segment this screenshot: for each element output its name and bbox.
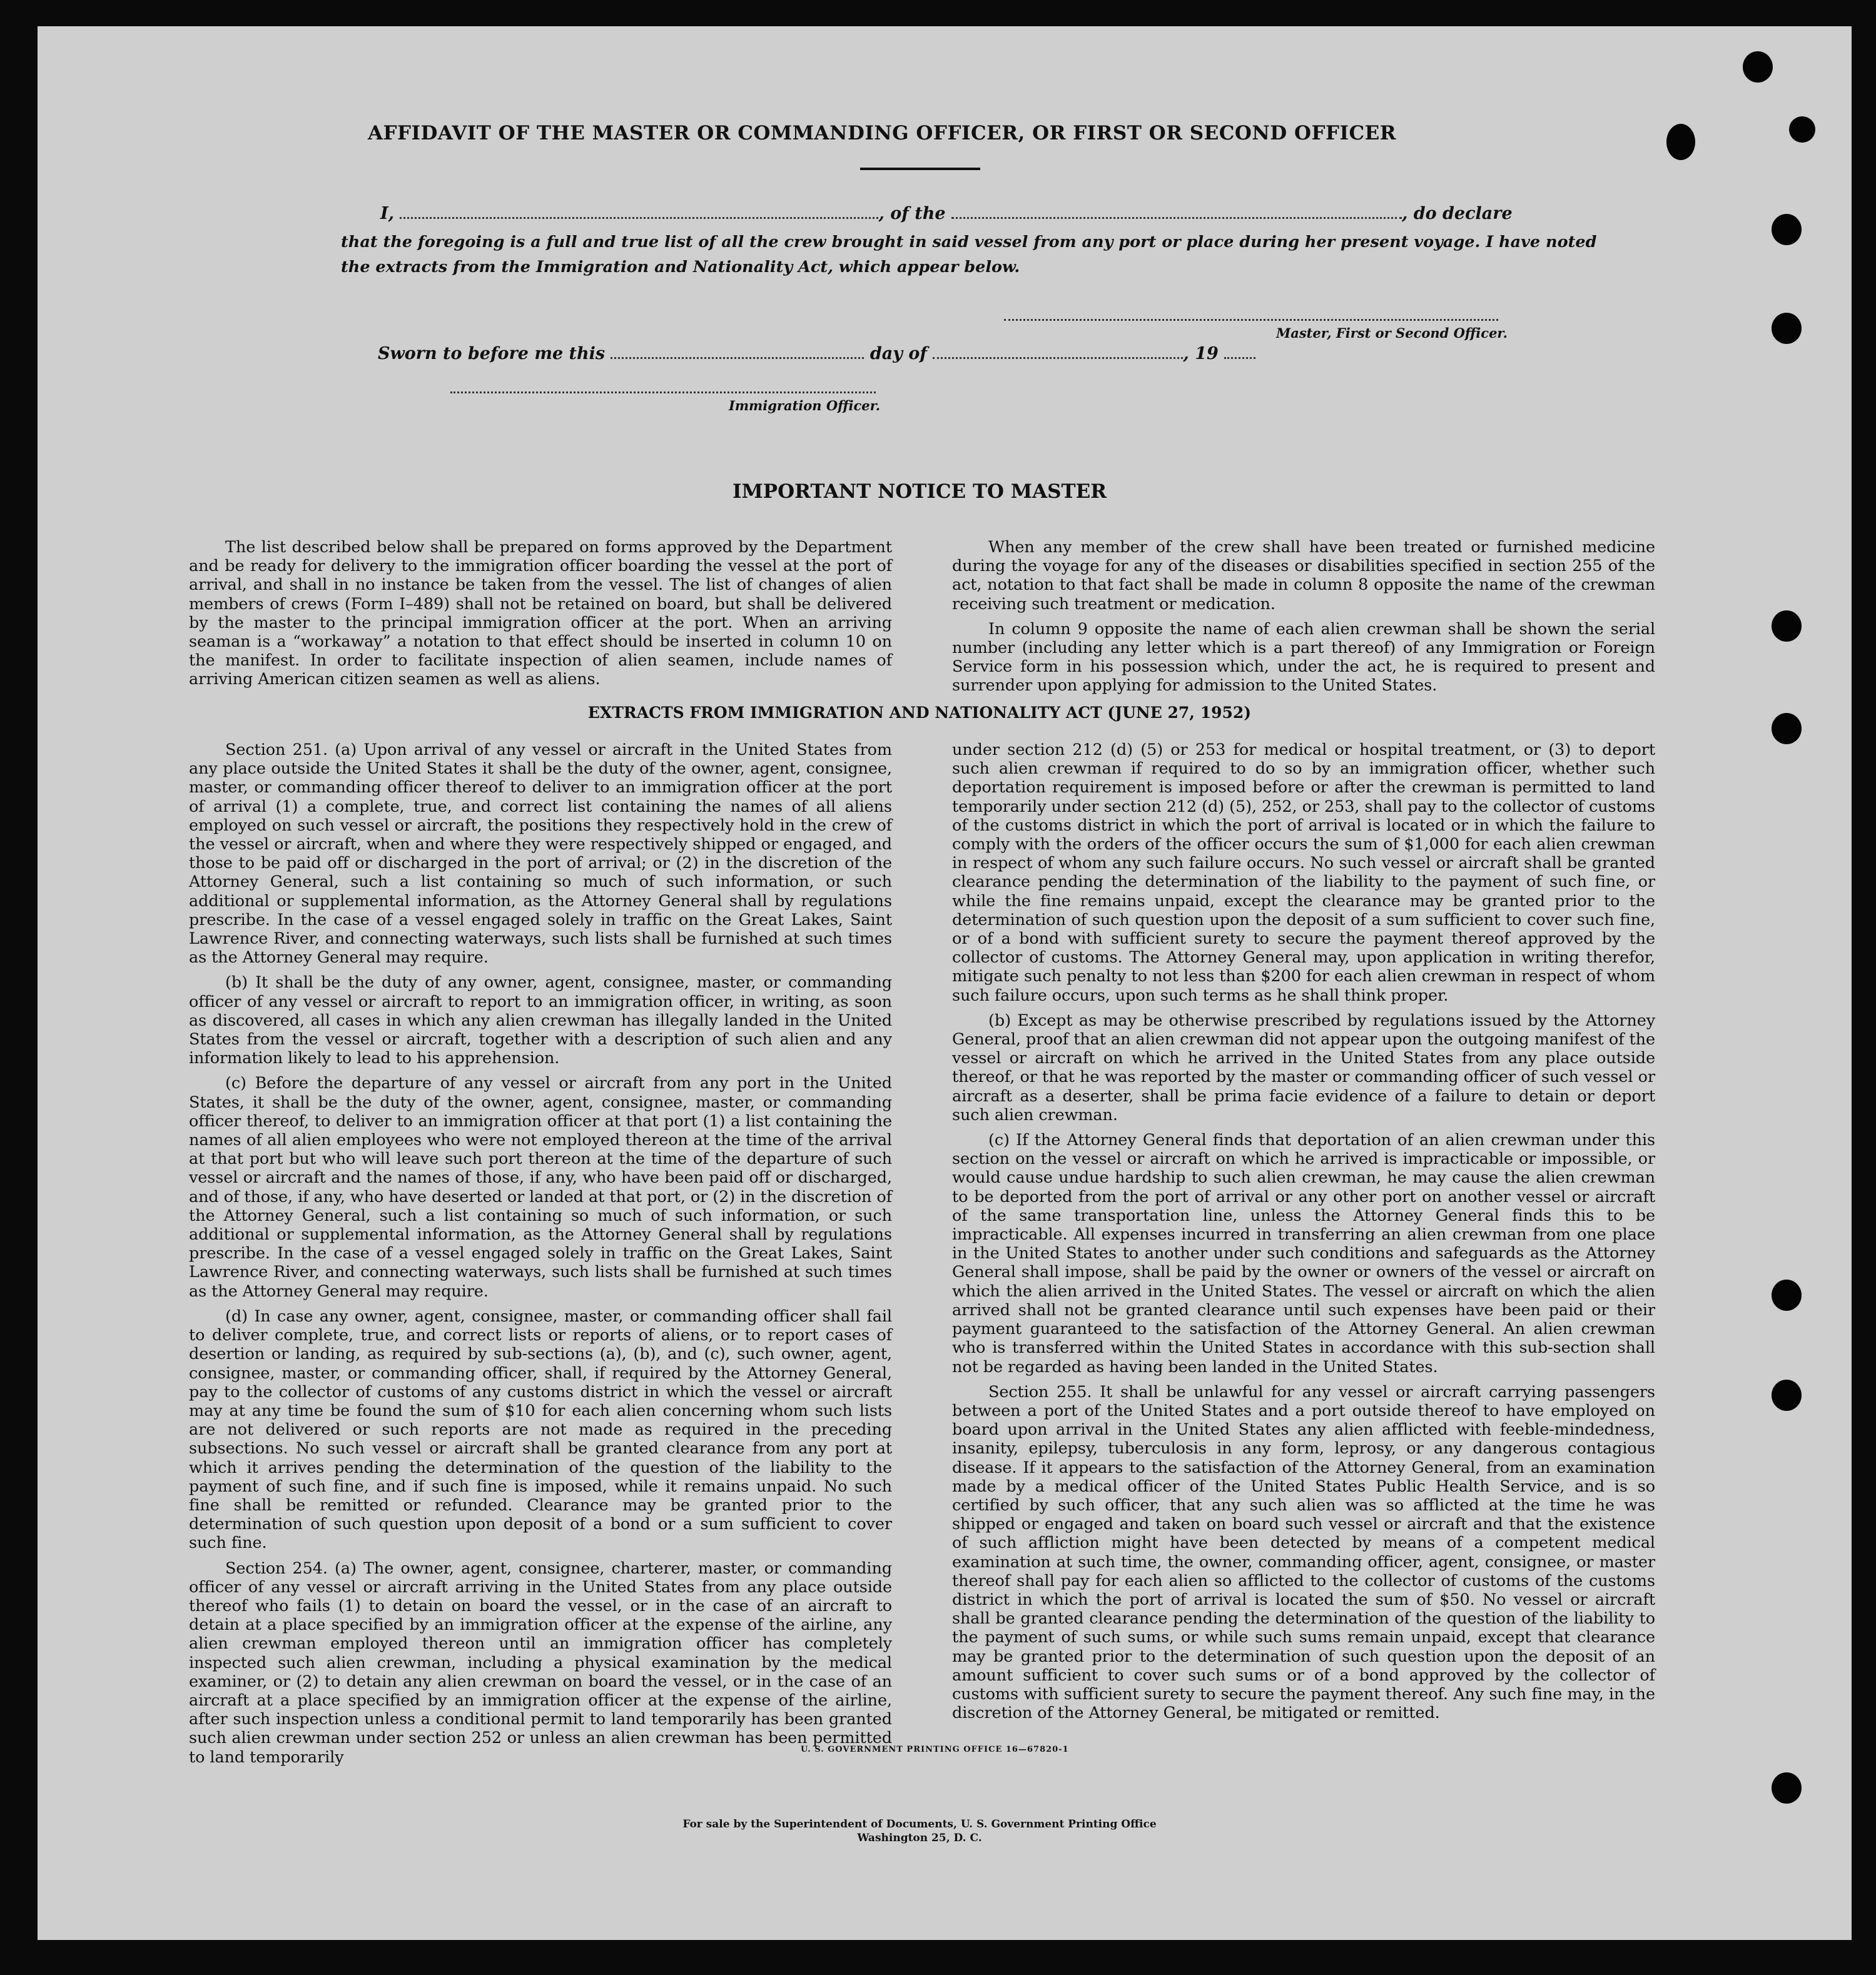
- binder-hole: [1772, 313, 1802, 344]
- extracts-right-column: [952, 740, 1655, 1722]
- title-rule: [860, 168, 980, 170]
- notice-left-paragraph: The list described below shall be prepared on forms approved by the Department and be ready for delivery to the immigration officer boarding the vessel at the port of arrival, and shall in no instance be taken from the vessel. The list of changes of alien members of crews (Form I–489) shall not be retained on board, but shall be delivered by the master to the principal immigration officer at the port. When an arriving seaman is a “workaway” a notation to that effect should be inserted in column 10 on the manifest. In order to facilitate inspection of alien seamen, include names of arriving American citizen seamen as well as aliens.: [189, 538, 892, 689]
- extracts-title: EXTRACTS FROM IMMIGRATION AND NATIONALITY ACT (JUNE 27, 1952): [587, 704, 1252, 722]
- notice-right-column: [952, 538, 1655, 695]
- section-255: Section 255. It shall be unlawful for any vessel or aircraft carrying passengers between a port of the United States and a port outside thereof to have employed on board upon arrival in the United States any alien afflicted with feeble-mindedness, insanity, epilepsy, tuberculosis in any form, leprosy, or any dangerous contagious disease. If it appears to the satisfaction of the Attorney General, from an examination made by a medical officer of the United States Public Health Service, and is so certified by such officer, that any such alien was so afflicted at the time he was shipped or engaged and taken on board such vessel or aircraft and that the existence of such affliction might have been detected by means of a competent medical examination at such time, the owner, commanding officer, agent, consignee, or master thereof shall pay for each alien so afflicted to the collector of customs of the customs district in which the port of arrival is located the sum of $50. No vessel or aircraft shall be granted clearance pending the determination of the question of the liability to the payment of such sums, or while such sums remain unpaid, except that clearance may be granted prior to the determination of such question upon the deposit of an amount sufficient to cover such sums or of a bond approved by the collector of customs with sufficient surety to secure the payment thereof. Any such fine may, in the discretion of the Attorney General, be mitigated or remitted.: [952, 1382, 1655, 1723]
- binder-hole: [1772, 1772, 1802, 1804]
- notice-right-paragraph-2: In column 9 opposite the name of each alien crewman shall be shown the serial number (including any letter which is a part thereof) of any Immigration or Foreign Service form in his possession which, under the act, he is required to present and surrender upon applying for admission to the United States.: [952, 619, 1655, 695]
- declaration-text-2: the extracts from the Immigration and Nationality Act, which appear below.: [341, 258, 1020, 276]
- binder-hole: [1789, 116, 1815, 143]
- extracts-left-column: [189, 740, 892, 1767]
- section-251-b: (b) It shall be the duty of any owner, agent, consignee, master, or commanding officer of any vessel or aircraft to report to an immigration officer, in writing, as soon as discovered, all cases in which any alien crewman has illegally landed in the United States from the vessel or aircraft, together with a description of such alien and any information likely to lead to his apprehension.: [189, 973, 892, 1068]
- footer-line-2: Washington 25, D. C.: [857, 1832, 982, 1844]
- binder-hole: [1772, 1380, 1802, 1411]
- notice-title: IMPORTANT NOTICE TO MASTER: [732, 480, 1107, 503]
- section-251-c: (c) Before the departure of any vessel or aircraft from any port in the United States, it shall be the duty of the owner, agent, consignee, master, or commanding officer thereof, to deliver to an immigration officer at that port (1) a list containing the names of all alien employees who were not employed thereon at the time of the arrival at that port but who will leave such port thereon at the time of the departure of such vessel or aircraft and the names of those, if any, who have been paid off or discharged, and of those, if any, who have deserted or landed at that port, or (2) in the discretion of the Attorney General, such a list containing so much of such information, or such additional or supplemental information, as the Attorney General shall by regulations prescribe. In the case of a vessel engaged solely in traffic on the Great Lakes, Saint Lawrence River, and connecting waterways, such lists shall be furnished at such times as the Attorney General may require.: [189, 1074, 892, 1301]
- affidavit-title: AFFIDAVIT OF THE MASTER OR COMMANDING OFFICER, OR FIRST OR SECOND OFFICER: [367, 122, 1397, 144]
- footer: [0, 1817, 1839, 1845]
- declaration-text-1: that the foregoing is a full and true list of all the crew brought in said vessel from any port or place during her present voyage. I have noted: [341, 233, 1597, 251]
- immigration-officer-label: Immigration Officer.: [729, 398, 881, 413]
- vessel-field[interactable]: [951, 211, 1402, 219]
- binder-hole: [1772, 214, 1802, 245]
- section-254-a: Section 254. (a) The owner, agent, consignee, charterer, master, or commanding officer of any vessel or aircraft arriving in the United States from any place outside thereof who fails (1) to detain on board the vessel, or in the case of an aircraft to detain at a place specified by an immigration officer at the expense of the airline, any alien crewman employed thereon until an immigration officer has completely inspected such alien crewman, including a physical examination by the medical examiner, or (2) to detain any alien crewman on board the vessel, or in the case of an aircraft at a place specified by an immigration officer at the expense of the airline, after such inspection unless a conditional permit to land temporarily has been granted such alien crewman under section 252 or unless an alien crewman has been permitted to land temporarily: [189, 1558, 892, 1767]
- declarant-line: [380, 204, 1513, 223]
- printer-mark: U. S. GOVERNMENT PRINTING OFFICE 16—67820-1: [801, 1745, 1069, 1754]
- master-signature-field[interactable]: [1004, 319, 1498, 321]
- notice-left-column: [189, 538, 892, 689]
- sworn-year-field[interactable]: [1224, 351, 1255, 359]
- section-254-c: (c) If the Attorney General finds that deportation of an alien crewman under this section on the vessel or aircraft on which he arrived is impracticable or impossible, or would cause undue hardship to such alien crewman, he may cause the alien crewman to be deported from the port of arrival or any other port on another vessel or aircraft of the same transportation line, unless the Attorney General finds this to be impracticable. All expenses incurred in transferring an alien crewman from one place in the United States to another under such conditions and safeguards as the Attorney General shall impose, shall be paid by the owner or owners of the vessel or aircraft on which the alien arrived in the United States. The vessel or aircraft on which the alien arrived shall not be granted clearance until such expenses have been paid or their payment guaranteed to the satisfaction of the Attorney General. An alien crewman who is transferred within the United States in accordance with this sub-section shall not be regarded as having been landed in the United States.: [952, 1131, 1655, 1376]
- section-251-d: (d) In case any owner, agent, consignee, master, or commanding officer shall fail to deliver complete, true, and correct lists or reports of aliens, or to report cases of desertion or landing, as required by sub-sections (a), (b), and (c), such owner, agent, consignee, master, or commanding officer, shall, if required by the Attorney General, pay to the collector of customs of any customs district in which the vessel or aircraft may at any time be found the sum of $10 for each alien concerning whom such lists are not delivered or such reports are not made as required in the preceding subsections. No such vessel or aircraft shall be granted clearance from any port at which it arrives pending the determination of the question of the liability to the payment of such fine, and if such fine is imposed, while it remains unpaid. No such fine shall be remitted or refunded. Clearance may be granted prior to the determination of such question upon deposit of a bond or a sum sufficient to cover such fine.: [189, 1306, 892, 1553]
- footer-line-1: For sale by the Superintendent of Documents, U. S. Government Printing Office: [682, 1818, 1157, 1831]
- sworn-label: Sworn to before me this: [378, 344, 606, 363]
- of-the-label: , of the: [878, 204, 946, 223]
- section-254-a-cont: under section 212 (d) (5) or 253 for medical or hospital treatment, or (3) to deport such alien crewman if required to do so by an immigration officer, whether such deportation requirement is imposed before or after the crewman is permitted to land temporarily under section 212 (d) (5), 252, or 253, shall pay to the collector of customs of the customs district in which the port of arrival is located or in which the failure to comply with the orders of the officer occurs the sum of $1,000 for each alien crewman in respect of whom any such failure occurs. No such vessel or aircraft shall be granted clearance pending the determination of the liability to the payment of such fine, or while the fine remains unpaid, except the clearance may be granted prior to the determination of such question upon the deposit of a sum sufficient to cover such fine, or of a bond with sufficient surety to secure the payment thereof approved by the collector of customs. The Attorney General may, upon application in writing therefor, mitigate such penalty to not less than $200 for each alien crewman in respect of whom such failure occurs, upon such terms as he shall think proper.: [952, 740, 1655, 1005]
- year-label: , 19: [1183, 344, 1219, 363]
- i-label: I,: [380, 204, 395, 223]
- name-field[interactable]: [400, 211, 878, 219]
- notice-right-paragraph-1: When any member of the crew shall have been treated or furnished medicine during the voyage for any of the diseases or disabilities specified in section 255 of the act, notation to that fact shall be made in column 8 opposite the name of the crewman receiving such treatment or medication.: [952, 538, 1655, 614]
- binder-hole: [1743, 51, 1773, 83]
- section-254-b: (b) Except as may be otherwise prescribed by regulations issued by the Attorney General, proof that an alien crewman did not appear upon the outgoing manifest of the vessel or aircraft on which he arrived in the United States from any place outside thereof, or that he was reported by the master or commanding officer of such vessel or aircraft as a deserter, shall be prima facie evidence of a failure to detain or deport such alien crewman.: [952, 1011, 1655, 1124]
- sworn-line: [378, 344, 1255, 363]
- master-signature-label: Master, First or Second Officer.: [1276, 325, 1508, 341]
- immigration-officer-field[interactable]: [450, 391, 876, 393]
- do-declare-label: , do declare: [1401, 204, 1513, 223]
- binder-hole: [1772, 1280, 1802, 1311]
- day-of-label: day of: [870, 344, 927, 363]
- section-251-a: Section 251. (a) Upon arrival of any vessel or aircraft in the United States from any place outside the United States it shall be the duty of the owner, agent, consignee, master, or commanding officer thereof to deliver to an immigration officer at the port of arrival (1) a complete, true, and correct list containing the names of all aliens employed on such vessel or aircraft, the positions they respectively hold in the crew of the vessel or aircraft, when and where they were respectively shipped or engaged, and those to be paid off or discharged in the port of arrival; or (2) in the discretion of the Attorney General, such a list containing so much of such information, or such additional or supplemental information, as the Attorney General shall by regulations prescribe. In the case of a vessel engaged solely in traffic on the Great Lakes, Saint Lawrence River, and connecting waterways, such lists shall be furnished at such times as the Attorney General may require.: [189, 740, 892, 967]
- sworn-month-field[interactable]: [933, 351, 1183, 359]
- sworn-day-field[interactable]: [611, 351, 864, 359]
- binder-hole: [1772, 610, 1802, 642]
